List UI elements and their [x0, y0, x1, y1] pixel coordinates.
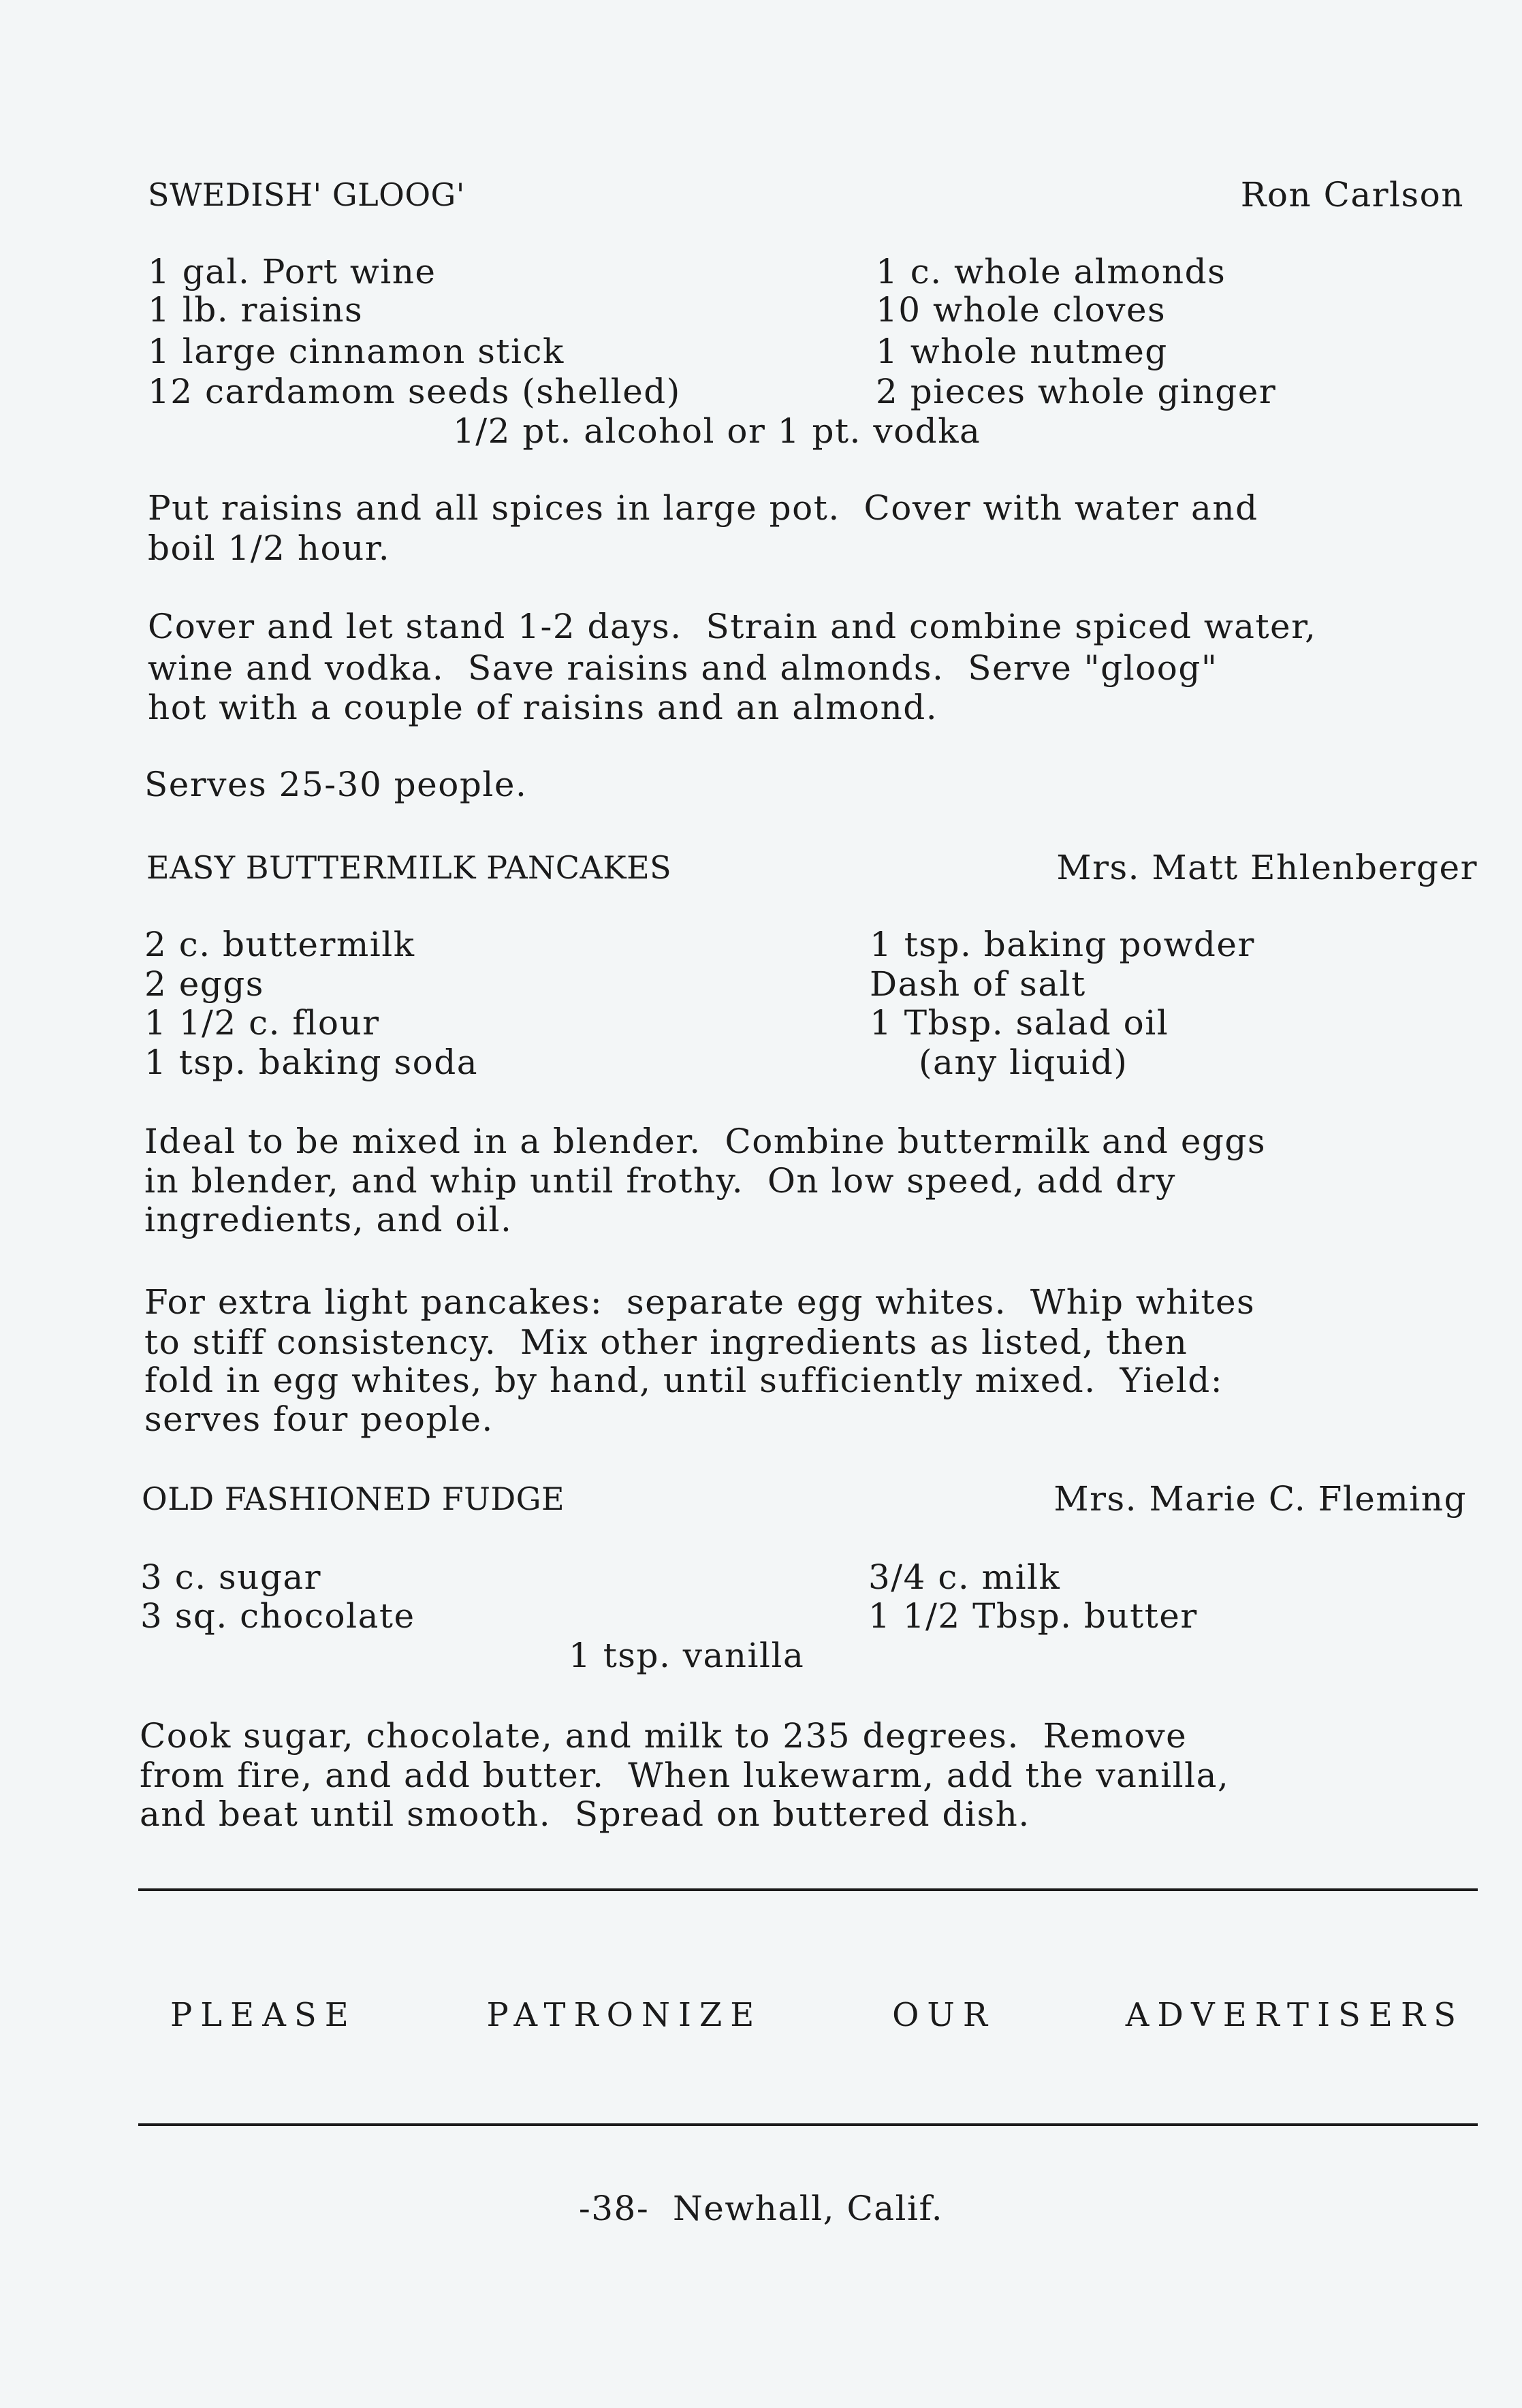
- banner-word: PLEASE: [170, 1996, 357, 2034]
- instruction-line: and beat until smooth. Spread on buttered dish.: [140, 1794, 1030, 1834]
- ingredient: 1 whole nutmeg: [876, 332, 1168, 371]
- ingredient: 1 1/2 Tbsp. butter: [868, 1596, 1198, 1636]
- ingredient: 2 eggs: [144, 964, 264, 1004]
- ingredient: 1 c. whole almonds: [876, 252, 1226, 291]
- instruction-line: Ideal to be mixed in a blender. Combine buttermilk and eggs: [144, 1122, 1267, 1161]
- recipe-title: EASY BUTTERMILK PANCAKES: [146, 849, 672, 886]
- ingredient: 1 tsp. baking powder: [870, 925, 1255, 964]
- ingredient: 1 tsp. baking soda: [144, 1043, 479, 1082]
- servings: Serves 25-30 people.: [144, 765, 528, 804]
- ingredient: 2 pieces whole ginger: [876, 372, 1277, 411]
- ingredient: 2 c. buttermilk: [144, 925, 415, 964]
- instruction-line: in blender, and whip until frothy. On low speed, add dry: [144, 1161, 1176, 1201]
- instruction-line: Cover and let stand 1-2 days. Strain and combine spiced water,: [148, 607, 1317, 646]
- ingredient: 3 sq. chocolate: [140, 1596, 415, 1636]
- instruction-line: For extra light pancakes: separate egg whites. Whip whites: [144, 1282, 1256, 1322]
- instruction-line: wine and vodka. Save raisins and almonds. Serve "gloog": [148, 648, 1218, 688]
- instruction-line: boil 1/2 hour.: [148, 528, 391, 568]
- instruction-line: to stiff consistency. Mix other ingredients as listed, then: [144, 1322, 1188, 1362]
- ingredient: 1 Tbsp. salad oil: [870, 1003, 1169, 1043]
- instruction-line: Cook sugar, chocolate, and milk to 235 degrees. Remove: [140, 1716, 1188, 1756]
- recipe-author: Mrs. Marie C. Fleming: [1053, 1479, 1467, 1519]
- divider-rule: [138, 1888, 1478, 1891]
- banner-word: PATRONIZE: [486, 1996, 763, 2034]
- instruction-line: serves four people.: [144, 1399, 494, 1439]
- recipe-author: Mrs. Matt Ehlenberger: [1056, 848, 1478, 887]
- banner-word: ADVERTISERS: [1125, 1996, 1464, 2034]
- ingredient: 10 whole cloves: [876, 290, 1167, 330]
- ingredient: 3/4 c. milk: [868, 1557, 1061, 1597]
- banner-word: OUR: [892, 1996, 996, 2034]
- ingredient: 1 lb. raisins: [148, 290, 364, 330]
- recipe-author: Ron Carlson: [1240, 175, 1464, 215]
- ingredient: 1/2 pt. alcohol or 1 pt. vodka: [453, 411, 981, 451]
- ingredient: 1 1/2 c. flour: [144, 1003, 380, 1043]
- ingredient: 12 cardamom seeds (shelled): [148, 372, 681, 411]
- ingredient: Dash of salt: [870, 964, 1086, 1004]
- ingredient: 1 tsp. vanilla: [569, 1636, 805, 1675]
- instruction-line: Put raisins and all spices in large pot. Cover with water and: [148, 488, 1258, 528]
- advertisers-banner: [170, 1995, 1464, 2035]
- page-footer: -38- Newhall, Calif.: [578, 2189, 944, 2228]
- recipe-title: OLD FASHIONED FUDGE: [142, 1480, 565, 1517]
- instruction-line: hot with a couple of raisins and an almond.: [148, 688, 938, 727]
- ingredient-note: (any liquid): [919, 1043, 1128, 1082]
- instruction-line: fold in egg whites, by hand, until sufficiently mixed. Yield:: [144, 1361, 1224, 1400]
- ingredient: 1 gal. Port wine: [148, 252, 437, 291]
- instruction-line: from fire, and add butter. When lukewarm, add the vanilla,: [140, 1756, 1230, 1795]
- divider-rule: [138, 2123, 1478, 2126]
- ingredient: 3 c. sugar: [140, 1557, 322, 1597]
- recipe-title: SWEDISH' GLOOG': [148, 176, 465, 213]
- instruction-line: ingredients, and oil.: [144, 1200, 513, 1239]
- ingredient: 1 large cinnamon stick: [148, 332, 565, 371]
